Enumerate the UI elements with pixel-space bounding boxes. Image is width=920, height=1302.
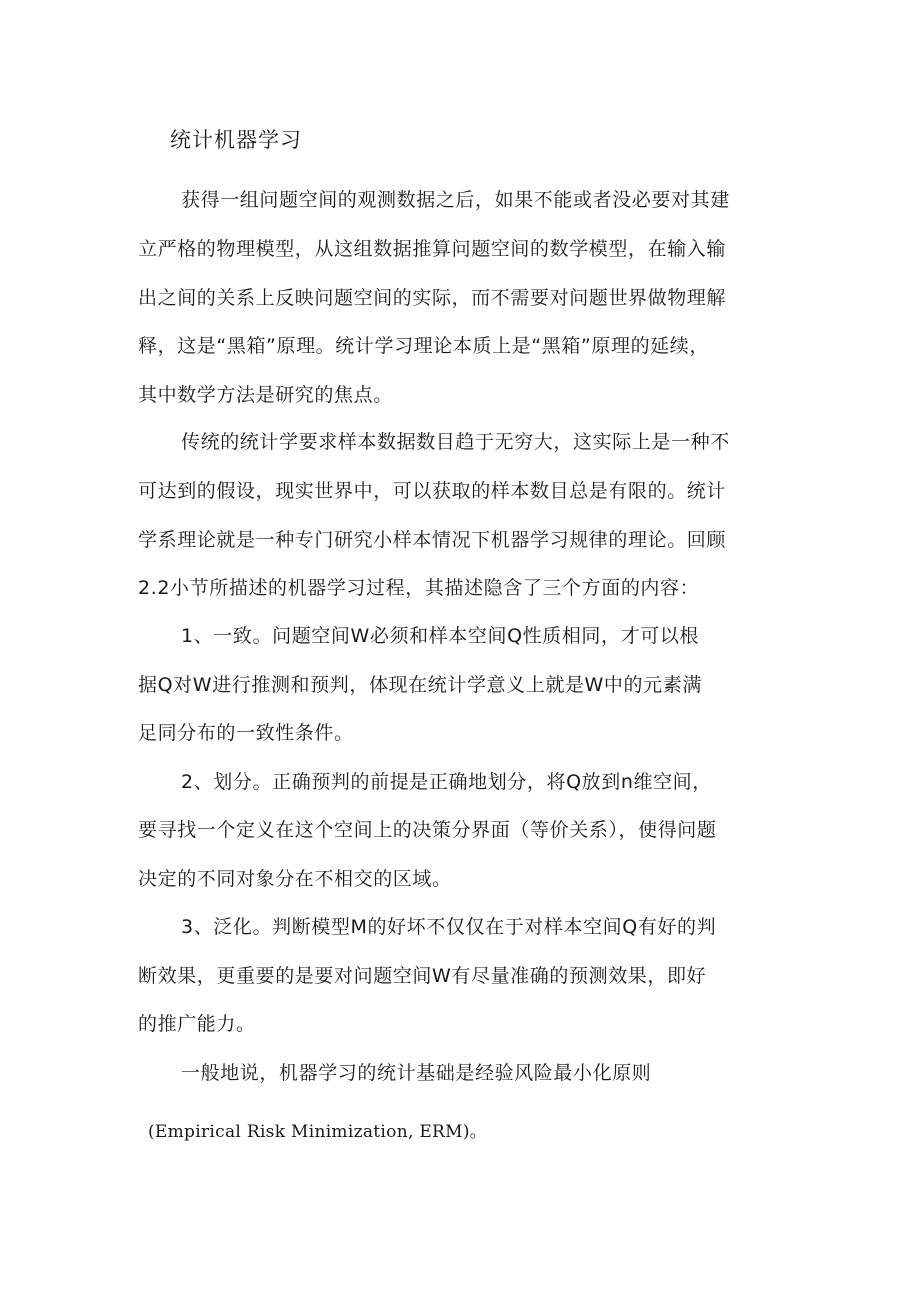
paragraph-2-line-4: 2.2小节所描述的机器学习过程，其描述隐含了三个方面的内容： xyxy=(138,577,700,599)
paragraph-1-line-1: 获得一组问题空间的观测数据之后，如果不能或者没必要对其建 xyxy=(181,189,730,211)
paragraph-2-line-1: 传统的统计学要求样本数据数目趋于无穷大，这实际上是一种不 xyxy=(181,431,730,453)
paragraph-5-line-1: 3、泛化。判断模型M的好坏不仅仅在于对样本空间Q有好的判 xyxy=(181,916,717,938)
paragraph-6-line-2: (Empirical Risk Minimization, ERM)。 xyxy=(148,1122,488,1142)
paragraph-4-line-2: 要寻找一个定义在这个空间上的决策分界面（等价关系），使得问题 xyxy=(138,819,717,841)
paragraph-6-line-1: 一般地说，机器学习的统计基础是经验风险最小化原则 xyxy=(181,1062,652,1084)
paragraph-5-line-3: 的推广能力。 xyxy=(138,1013,256,1035)
paragraph-1-line-4: 释，这是“黑箱”原理。统计学习理论本质上是“黑箱”原理的延续， xyxy=(138,335,709,357)
paragraph-2-line-2: 可达到的假设，现实世界中，可以获取的样本数目总是有限的。统计 xyxy=(138,480,727,502)
paragraph-4-line-1: 2、划分。正确预判的前提是正确地划分，将Q放到n维空间， xyxy=(181,771,712,793)
paragraph-3-line-3: 足同分布的一致性条件。 xyxy=(138,722,354,744)
paragraph-1-line-2: 立严格的物理模型，从这组数据推算问题空间的数学模型，在输入输 xyxy=(138,238,727,260)
paragraph-2-line-3: 学系理论就是一种专门研究小样本情况下机器学习规律的理论。回顾 xyxy=(138,529,727,551)
paragraph-5-line-2: 断效果，更重要的是要对问题空间W有尽量准确的预测效果，即好 xyxy=(138,965,707,987)
paragraph-1-line-3: 出之间的关系上反映问题空间的实际，而不需要对问题世界做物理解 xyxy=(138,287,727,309)
paragraph-1-line-5: 其中数学方法是研究的焦点。 xyxy=(138,384,393,406)
paragraph-4-line-3: 决定的不同对象分在不相交的区域。 xyxy=(138,868,452,890)
paragraph-3-line-1: 1、一致。问题空间W必须和样本空间Q性质相同，才可以根 xyxy=(181,625,700,647)
paragraph-3-line-2: 据Q对W进行推测和预判，体现在统计学意义上就是W中的元素满 xyxy=(138,674,702,696)
document-title: 统计机器学习 xyxy=(170,128,302,152)
